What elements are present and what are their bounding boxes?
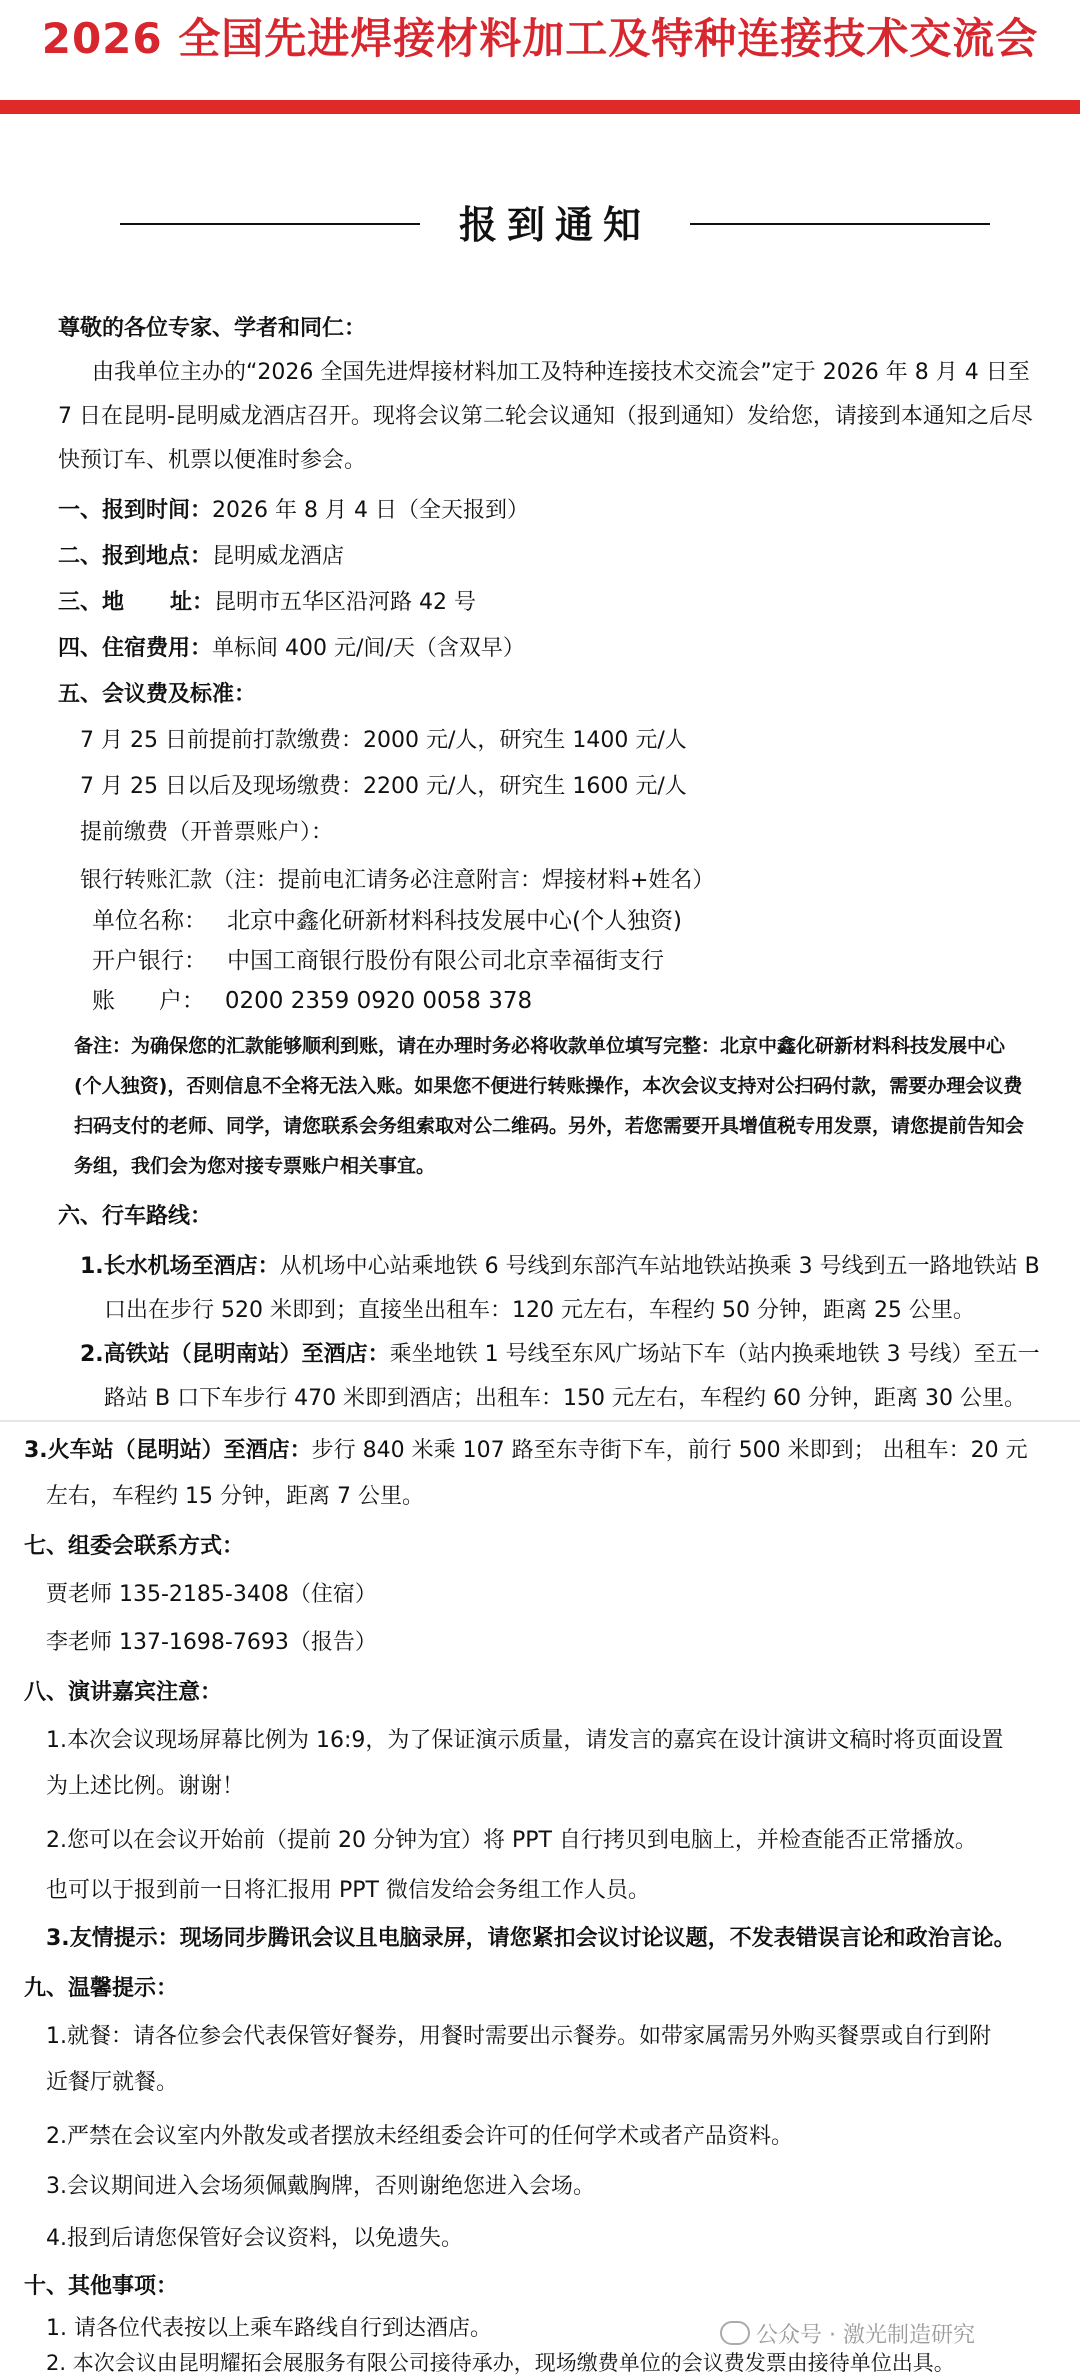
other-item: 1. 请各位代表按以上乘车路线自行到达酒店。 [46,2316,492,2341]
wechat-icon [720,2321,750,2345]
speaker-note: 2.您可以在会议开始前（提前 20 分钟为宜）将 PPT 自行拷贝到电脑上，并检查能否正常播放。 [46,1828,977,1853]
other-item: 2. 本次会议由昆明耀拓会展服务有限公司接待承办，现场缴费单位的会议费发票由接待单位出具。 [46,2351,955,2375]
intro-line: 7 日在昆明-昆明威龙酒店召开。现将会议第二轮会议通知（报到通知）发给您，请接到本通知之后尽 [58,404,1033,429]
account-row: 开户银行： 中国工商银行股份有限公司北京幸福街支行 [92,948,664,974]
watermark: 公众号 · 激光制造研究 [720,2318,975,2349]
fee-line: 7 月 25 日前提前打款缴费：2000 元/人，研究生 1400 元/人 [80,728,687,753]
fee-line: 7 月 25 日以后及现场缴费：2200 元/人，研究生 1600 元/人 [80,774,687,799]
notice-heading [120,190,990,260]
speaker-note: 也可以于报到前一日将汇报用 PPT 微信发给会务组工作人员。 [46,1878,650,1903]
section-registration-time: 一、报到时间：2026 年 8 月 4 日（全天报到） [58,498,529,523]
fee-line: 银行转账汇款（注：提前电汇请务必注意附言：焊接材料+姓名） [80,868,715,893]
section-registration-place: 二、报到地点：昆明威龙酒店 [58,544,345,569]
route-train: 3.火车站（昆明站）至酒店：步行 840 米乘 107 路至东寺街下车，前行 500 米即到； 出租车：20 元 [24,1438,1028,1463]
speaker-tip: 3.友情提示：现场同步腾讯会议且电脑录屏，请您紧扣会议讨论议题，不发表错误言论和政治言论。 [46,1926,1016,1951]
section-fee-heading: 五、会议费及标准： [58,682,257,707]
heading-rule-left [120,223,420,225]
speaker-note: 为上述比例。谢谢！ [46,1774,245,1799]
reminder-item: 2.严禁在会议室内外散发或者摆放未经组委会许可的任何学术或者产品资料。 [46,2124,793,2149]
greeting: 尊敬的各位专家、学者和同仁： [58,316,367,341]
route-airport: 1.长水机场至酒店：从机场中心站乘地铁 6 号线到东部汽车站地铁站换乘 3 号线到五一路地铁站 B [80,1254,1040,1279]
reminder-item: 1.就餐：请各位参会代表保管好餐券，用餐时需要出示餐券。如带家属需另外购买餐票或自行到附 [46,2024,991,2049]
page-divider [0,1420,1080,1422]
notice-title: 报到通知 [458,203,651,247]
speaker-note: 1.本次会议现场屏幕比例为 16:9，为了保证演示质量，请发言的嘉宾在设计演讲文稿时将页面设置 [46,1728,1004,1753]
contact-item: 贾老师 135-2185-3408（住宿） [46,1582,377,1607]
payment-note: 务组，我们会为您对接专票账户相关事宜。 [74,1155,436,1177]
section-accommodation: 四、住宿费用：单标间 400 元/间/天（含双早） [58,636,525,661]
route-highspeed-cont: 路站 B 口下车步行 470 米即到酒店；出租车：150 元左右，车程约 60 分钟，距离 30 公里。 [104,1386,1027,1411]
reminder-item: 近餐厅就餐。 [46,2070,179,2095]
reminder-item: 4.报到后请您保管好会议资料，以免遗失。 [46,2226,463,2251]
section-reminder-heading: 九、温馨提示： [24,1976,179,2001]
route-airport-cont: 口出在步行 520 米即到；直接坐出租车：120 元左右，车程约 50 分钟，距离 25 公里。 [104,1298,975,1323]
conference-title: 2026 全国先进焊接材料加工及特种连接技术交流会 [41,14,1039,63]
heading-rule-right [690,223,990,225]
payment-note: 备注：为确保您的汇款能够顺利到账，请在办理时务必将收款单位填写完整：北京中鑫化研新材料科技发展中心 [74,1035,1006,1057]
intro-line: 快预订车、机票以便准时参会。 [58,448,367,473]
account-row: 单位名称： 北京中鑫化研新材料科技发展中心(个人独资) [92,908,682,934]
section-other-heading: 十、其他事项： [24,2274,179,2299]
reminder-item: 3.会议期间进入会场须佩戴胸牌，否则谢绝您进入会场。 [46,2174,595,2199]
fee-line: 提前缴费（开普票账户）： [80,820,334,845]
route-train-cont: 左右，车程约 15 分钟，距离 7 公里。 [46,1484,424,1509]
section-contacts-heading: 七、组委会联系方式： [24,1534,245,1559]
header-red-bar [0,100,1080,114]
payment-note: 扫码支付的老师、同学，请您联系会务组索取对公二维码。另外，若您需要开具增值税专用发票，请您提前告知会 [74,1115,1025,1137]
route-highspeed: 2.高铁站（昆明南站）至酒店：乘坐地铁 1 号线至东风广场站下车（站内换乘地铁 3 号线）至五一 [80,1342,1040,1367]
section-address: 三、地 址：昆明市五华区沿河路 42 号 [58,590,476,615]
contact-item: 李老师 137-1698-7693（报告） [46,1630,377,1655]
account-row: 账 户： 0200 2359 0920 0058 378 [92,988,533,1014]
intro-line: 由我单位主办的“2026 全国先进焊接材料加工及特种连接技术交流会”定于 2026 年 8 月 4 日至 [92,360,1030,385]
section-speaker-heading: 八、演讲嘉宾注意： [24,1680,223,1705]
section-routes-heading: 六、行车路线： [58,1204,213,1229]
payment-note: (个人独资)，否则信息不全将无法入账。如果您不便进行转账操作，本次会议支持对公扫码付款，需要办理会议费 [74,1075,1023,1097]
